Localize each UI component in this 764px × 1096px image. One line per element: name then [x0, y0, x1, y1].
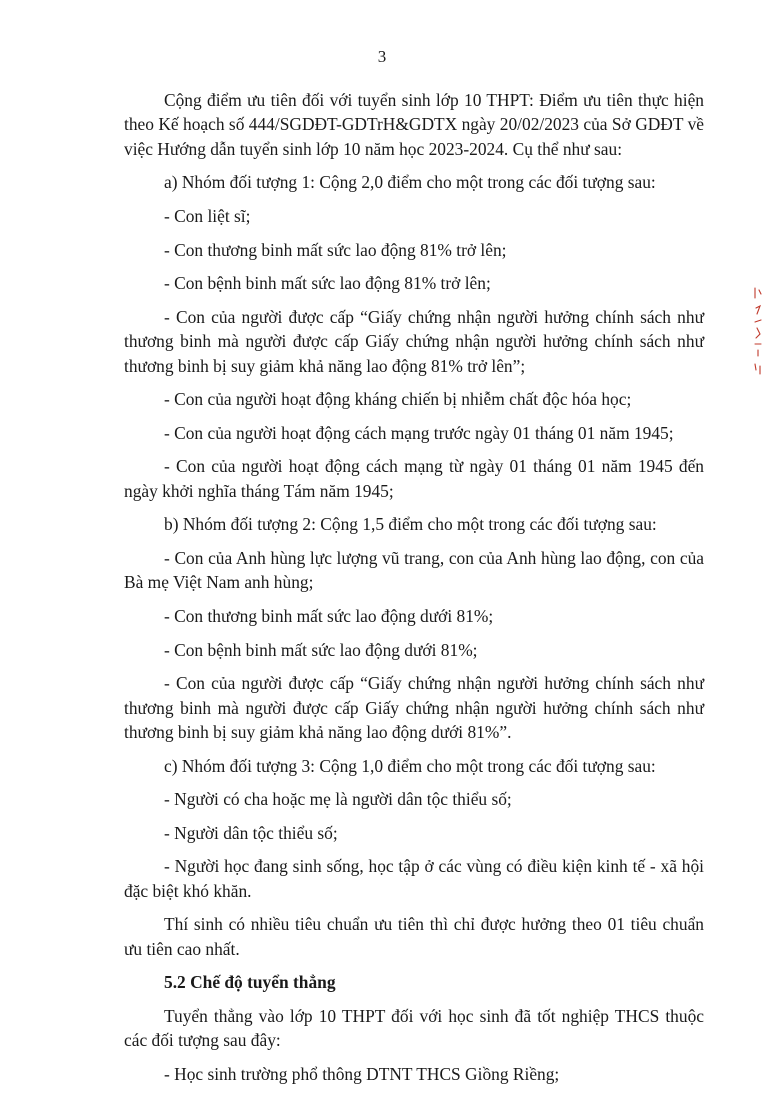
- list-item: - Con liệt sĩ;: [164, 206, 251, 226]
- paragraph-group-1-heading: a) Nhóm đối tượng 1: Cộng 2,0 điểm cho một trong các đối tượng sau:: [164, 172, 656, 193]
- list-item: - Người có cha hoặc mẹ là người dân tộc thiểu số;: [164, 789, 512, 810]
- paragraph-priority-note: Thí sinh có nhiều tiêu chuẩn ưu tiên thì chỉ được hưởng theo 01 tiêu chuẩn ưu tiên cao nhất.: [124, 914, 704, 959]
- list-item: - Con bệnh binh mất sức lao động 81% trở lên;: [164, 273, 491, 294]
- paragraph-direct-admission-intro: Tuyển thẳng vào lớp 10 THPT đối với học sinh đã tốt nghiệp THCS thuộc các đối tượng sau đây:: [124, 1005, 704, 1051]
- list-item: - Con thương binh mất sức lao động 81% trở lên;: [164, 239, 507, 260]
- list-item: - Người học đang sinh sống, học tập ở các vùng có điều kiện kinh tế - xã hội đặc biệt khó khăn.: [124, 856, 704, 901]
- list-item: - Con của người hoạt động kháng chiến bị nhiễm chất độc hóa học;: [164, 389, 632, 410]
- list-item: - Con của người hoạt động cách mạng từ ngày 01 tháng 01 năm 1945 đến ngày khởi nghĩa tháng Tám năm 1945;: [124, 456, 704, 501]
- document-body: [124, 88, 704, 1096]
- stamp-mark-icon: [752, 284, 764, 382]
- paragraph-group-2-heading: b) Nhóm đối tượng 2: Cộng 1,5 điểm cho một trong các đối tượng sau:: [164, 514, 657, 535]
- margin-stamp-mark: [752, 284, 764, 382]
- list-item: - Người dân tộc thiểu số;: [164, 822, 338, 843]
- list-item: - Học sinh trường phổ thông DTNT THCS Giồng Riềng;: [164, 1063, 560, 1084]
- list-item: - Con của người hoạt động cách mạng trước ngày 01 tháng 01 năm 1945;: [164, 422, 674, 443]
- paragraph-priority-intro: Cộng điểm ưu tiên đối với tuyển sinh lớp 10 THPT: Điểm ưu tiên thực hiện theo Kế hoạch số 444/SGDĐT-GDTrH&GDTX ngày 20/02/2023 của Sở GDĐT về việc Hướng dẫn tuyển sinh lớp 10 năm học 2023-2024. Cụ thể như sau:: [124, 90, 704, 159]
- list-item: - Con bệnh binh mất sức lao động dưới 81%;: [164, 639, 478, 660]
- section-heading-5-2: 5.2 Chế độ tuyển thẳng: [164, 972, 336, 993]
- list-item: - Con của người được cấp “Giấy chứng nhận người hưởng chính sách như thương binh mà người được cấp Giấy chứng nhận người hưởng chính sách như thương binh bị suy giảm khả năng lao động dưới 81%”.: [124, 673, 704, 742]
- list-item: - Con thương binh mất sức lao động dưới 81%;: [164, 605, 494, 626]
- page-number: 3: [377, 47, 387, 66]
- list-item: - Con của người được cấp “Giấy chứng nhận người hưởng chính sách như thương binh mà người được cấp Giấy chứng nhận người hưởng chính sách như thương binh bị suy giảm khả năng lao động 81% trở lên”;: [124, 306, 704, 376]
- list-item: - Con của Anh hùng lực lượng vũ trang, con của Anh hùng lao động, con của Bà mẹ Việt Nam anh hùng;: [124, 547, 704, 593]
- paragraph-group-3-heading: c) Nhóm đối tượng 3: Cộng 1,0 điểm cho một trong các đối tượng sau:: [164, 755, 656, 776]
